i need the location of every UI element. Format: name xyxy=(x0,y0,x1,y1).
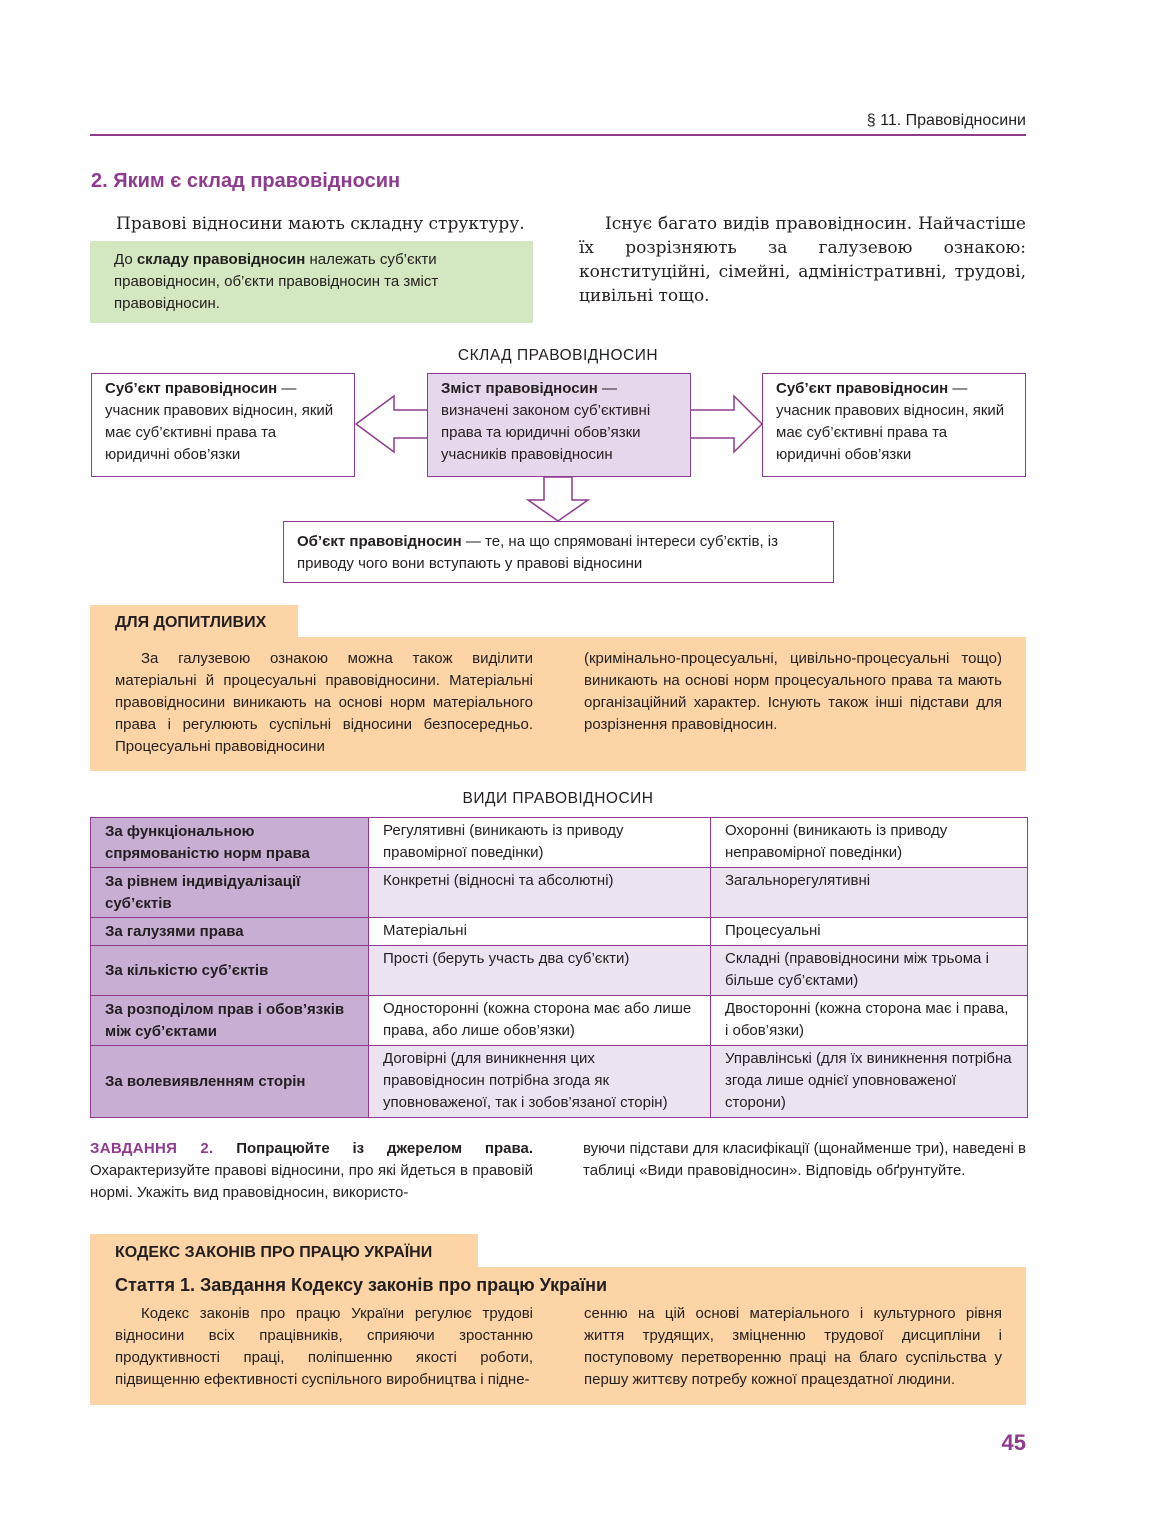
arrow-right xyxy=(690,396,762,452)
row-criterion: За кількістю суб’єктів xyxy=(91,946,369,996)
row-criterion: За рівнем індивідуалізації суб’єктів xyxy=(91,868,369,918)
row-value-a: Конкретні (відносні та абсолютні) xyxy=(369,868,711,918)
curious-body xyxy=(90,637,1026,771)
page-number: 45 xyxy=(1001,1430,1026,1455)
code-left-text: Кодекс законів про працю України регулює трудові відносини всіх працівників, сприяючи зростанню продуктивності праці, поліпшенню якості роботи, підвищенню ефективності суспільного виробництва і підне- xyxy=(115,1305,533,1388)
row-criterion: За функціональною спрямованістю норм права xyxy=(91,818,369,868)
row-value-b: Охоронні (виникають із приводу неправомірної поведінки) xyxy=(711,818,1028,868)
content-term: Зміст правовідносин xyxy=(441,380,598,397)
curious-left-text: За галузевою ознакою можна також виділити матеріальні й процесуальні правовідносини. Матеріальні правовідносини виникають на основі норм матеріального права і регулюють суспільні відносини безпосередньо. Процесуальні правовідносини xyxy=(115,650,533,755)
content-box xyxy=(427,373,691,477)
task-right-text: вуючи підстави для класифікації (щонайменше три), наведені в таблиці «Види правовідносин». Відповідь обґрунтуйте. xyxy=(583,1140,1026,1179)
object-text: — те, на що спрямовані інтереси суб’єктів, із приводу чого вони вступають у правові відносини xyxy=(297,533,778,572)
row-value-b: Складні (правовідносини між трьома і більше суб’єктами) xyxy=(711,946,1028,996)
article-title: Стаття 1. Завдання Кодексу законів про працю України xyxy=(115,1275,608,1295)
table-row xyxy=(91,868,1028,918)
object-term: Об’єкт правовідносин xyxy=(297,533,462,550)
table-row xyxy=(91,996,1028,1046)
curious-tab: ДЛЯ ДОПИТЛИВИХ xyxy=(90,605,298,638)
task-left-body: Охарактеризуйте правові відносини, про які йдеться в правовій нормі. Укажіть вид правовідносин, використо- xyxy=(90,1162,533,1201)
code-tab: КОДЕКС ЗАКОНІВ ПРО ПРАЦЮ УКРАЇНИ xyxy=(90,1234,478,1268)
table-title: ВИДИ ПРАВОВІДНОСИН xyxy=(462,790,654,807)
running-title: § 11. Правовідносини xyxy=(866,112,1026,129)
subject-left-text: — учасник правових відносин, який має суб’єктивні права та юридичні обов’язки xyxy=(105,380,334,463)
table-row xyxy=(91,918,1028,946)
row-value-a: Матеріальні xyxy=(369,918,711,946)
row-value-b: Двосторонні (кожна сторона має і права, і обов’язки) xyxy=(711,996,1028,1046)
subject-box-right xyxy=(762,373,1026,477)
section-title: 2. Яким є склад правовідносин xyxy=(91,170,401,192)
definition-term: складу правовідносин xyxy=(136,251,306,268)
intro-left-text: Правові відносини мають складну структуру. xyxy=(116,214,525,234)
diagram-title: СКЛАД ПРАВОВІДНОСИН xyxy=(457,347,659,364)
row-criterion: За галузями права xyxy=(91,918,369,946)
content-text: — визначені законом суб’єктивні права та юридичні обов’язки учасників правовідносин xyxy=(441,380,651,463)
object-box xyxy=(283,521,834,583)
diagram-arrows xyxy=(0,0,1162,600)
row-value-b: Процесуальні xyxy=(711,918,1028,946)
task-label: ЗАВДАННЯ 2. xyxy=(90,1140,214,1157)
row-value-b: Загальнорегулятивні xyxy=(711,868,1028,918)
kinds-table xyxy=(90,817,1028,1118)
row-value-a: Регулятивні (виникають із приводу правомірної поведінки) xyxy=(369,818,711,868)
row-value-a: Договірні (для виникнення цих правовідносин потрібна згода як уповноваженої, так і зобов’язаної сторін) xyxy=(369,1046,711,1118)
code-right-text: сенню на цій основі матеріального і культурного рівня життя трудящих, зміцненню трудової дисципліни і поступовому перетворенню праці на благо суспільства у першу життєву потребу кожної працездатної людини. xyxy=(584,1305,1002,1388)
definition-prefix: До xyxy=(114,251,137,268)
table-row xyxy=(91,1046,1028,1118)
task-left-text xyxy=(90,1138,533,1204)
row-criterion: За волевиявленням сторін xyxy=(91,1046,369,1118)
table-row xyxy=(91,818,1028,868)
table-row xyxy=(91,946,1028,996)
intro-right-text: Існує багато видів правовідносин. Найчастіше їх розрізняють за галузевою ознакою: конституційні, сімейні, адміністративні, трудові, цивільні тощо. xyxy=(579,214,1026,306)
subject-right-term: Суб’єкт правовідносин xyxy=(776,380,949,397)
subject-left-term: Суб’єкт правовідносин xyxy=(105,380,278,397)
row-value-a: Односторонні (кожна сторона має або лише права, або лише обов’язки) xyxy=(369,996,711,1046)
subject-box-left xyxy=(91,373,355,477)
definition-rest: належать суб’єкти правовідносин, об’єкти правовідносин та зміст правовідносин. xyxy=(114,251,439,312)
curious-right-text: (кримінально-процесуальні, цивільно-процесуальні тощо) виникають на основі норм процесуального права та мають організаційний характер. Існують також інші підстави для розрізнення правовідносин. xyxy=(584,650,1002,733)
row-value-a: Прості (беруть участь два суб’єкти) xyxy=(369,946,711,996)
subject-right-text: — учасник правових відносин, який має суб’єктивні права та юридичні обов’язки xyxy=(776,380,1005,463)
code-body xyxy=(90,1267,1026,1405)
arrow-left xyxy=(356,396,428,452)
row-value-b: Управлінські (для їх виникнення потрібна згода лише однієї уповноваженої сторони) xyxy=(711,1046,1028,1118)
task-heading: Попрацюйте із джерелом права. xyxy=(236,1140,533,1157)
arrow-down xyxy=(528,477,588,521)
row-criterion: За розподілом прав і обов’язків між суб’єктами xyxy=(91,996,369,1046)
